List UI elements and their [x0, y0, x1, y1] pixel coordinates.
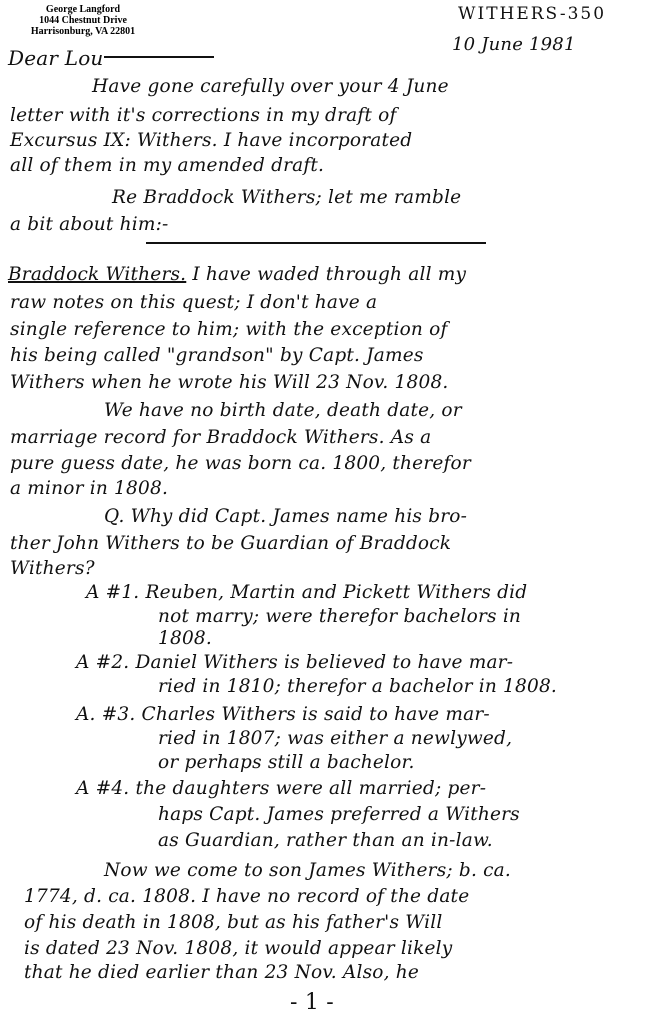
braddock-heading: Braddock Withers.	[8, 264, 187, 285]
answer-line: or perhaps still a bachelor.	[158, 752, 415, 773]
text-line: Excursus IX: Withers. I have incorporated	[10, 130, 413, 151]
salutation-dash	[104, 56, 214, 58]
text-line: that he died earlier than 23 Nov. Also, he	[24, 962, 420, 983]
letter-date: 10 June 1981	[452, 34, 576, 55]
answer-line: not marry; were therefor bachelors in	[158, 606, 522, 627]
question-line: Withers?	[10, 558, 95, 579]
text-line: his being called "grandson" by Capt. James	[10, 345, 424, 366]
text-line: We have no birth date, death date, or	[104, 400, 462, 421]
letterhead-street: 1044 Chestnut Drive	[39, 15, 127, 26]
text-line: is dated 23 Nov. 1808, it would appear likely	[24, 938, 453, 959]
file-reference: WITHERS-350	[458, 4, 607, 24]
text-line: a bit about him:-	[10, 214, 169, 235]
letterhead	[8, 4, 158, 37]
answer-line: ried in 1810; therefor a bachelor in 1808.	[158, 676, 557, 697]
letterhead-name: George Langford	[45, 4, 121, 15]
question-line: Q. Why did Capt. James name his bro-	[104, 506, 468, 527]
section-divider	[146, 242, 486, 244]
text-line: 1774, d. ca. 1808. I have no record of the date	[24, 886, 470, 907]
answer-line: A #2. Daniel Withers is believed to have mar-	[76, 652, 514, 673]
text-line: raw notes on this quest; I don't have a	[10, 292, 378, 313]
answer-line: as Guardian, rather than an in-law.	[158, 830, 493, 851]
text-line: marriage record for Braddock Withers. As a	[10, 427, 432, 448]
text-line: Have gone carefully over your 4 June	[92, 76, 449, 97]
answer-line: A #1. Reuben, Martin and Pickett Withers did	[86, 582, 528, 603]
text-line: all of them in my amended draft.	[10, 155, 325, 176]
answer-line: A #4. the daughters were all married; per-	[76, 778, 487, 799]
text-line: Re Braddock Withers; let me ramble	[112, 187, 462, 208]
text-line: Withers when he wrote his Will 23 Nov. 1808.	[10, 372, 449, 393]
text-line: I have waded through all my	[186, 264, 467, 285]
page-number: - 1 -	[290, 990, 334, 1015]
question-line: ther John Withers to be Guardian of Braddock	[10, 533, 452, 554]
salutation: Dear Lou	[8, 46, 104, 70]
braddock-line	[8, 264, 466, 285]
letterhead-city: Harrisonburg, VA 22801	[30, 26, 136, 37]
text-line: of his death in 1808, but as his father's Will	[24, 912, 443, 933]
text-line: Now we come to son James Withers; b. ca.	[104, 860, 511, 881]
text-line: a minor in 1808.	[10, 478, 169, 499]
answer-line: haps Capt. James preferred a Withers	[158, 804, 520, 825]
answer-line: A. #3. Charles Withers is said to have mar-	[76, 704, 490, 725]
answer-line: ried in 1807; was either a newlywed,	[158, 728, 513, 749]
answer-line: 1808.	[158, 628, 212, 649]
text-line: letter with it's corrections in my draft of	[10, 105, 397, 126]
text-line: single reference to him; with the exception of	[10, 319, 448, 340]
text-line: pure guess date, he was born ca. 1800, therefor	[10, 453, 471, 474]
